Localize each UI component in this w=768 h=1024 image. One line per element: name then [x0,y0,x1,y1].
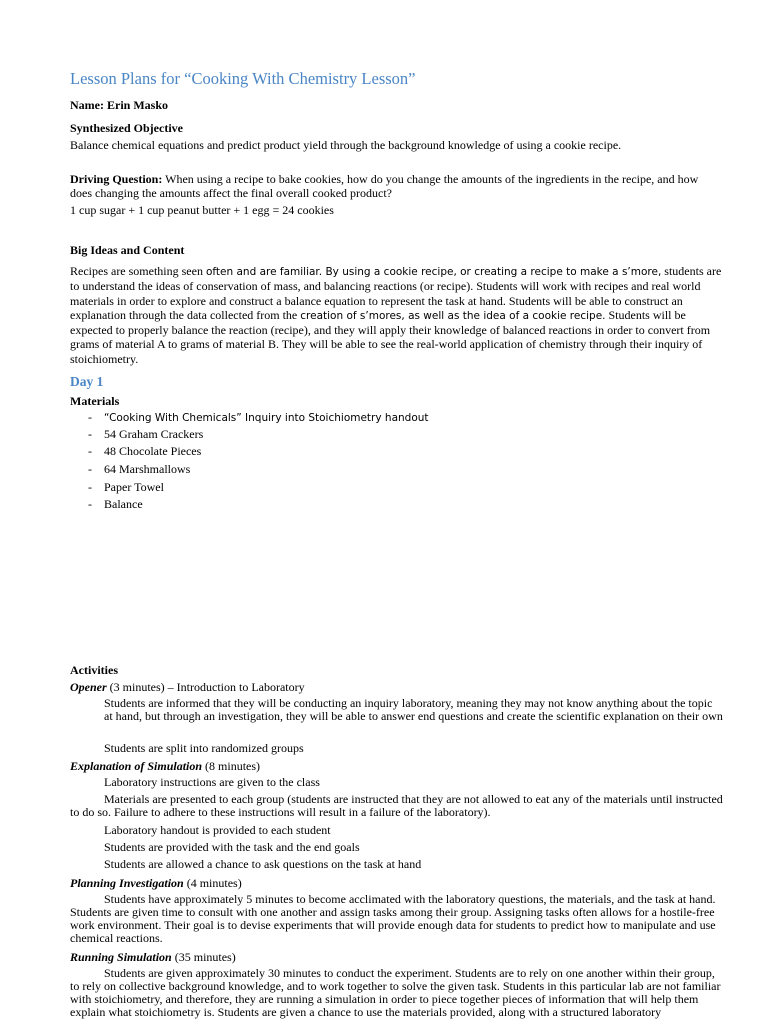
list-dash: - [88,444,92,458]
list-dash: - [88,480,92,494]
explanation-line: Explanation of Simulation (8 minutes) [70,759,261,773]
driving-question-label: Driving Question: [70,172,163,186]
big-ideas-text-1: Recipes are something seen [70,264,206,278]
explanation-item: Students are provided with the task and the end goals [104,840,360,854]
big-ideas-text-2: students are to understand the ideas of conservation of mass, and balancing reactions (or recipe). Students will work with recipes and real world materials in order to explore and construct a balance equation to represent the task at hand. Students will be able to construct an explanation through the data collected from the [70,264,722,322]
list-dash: - [88,462,92,476]
planning-label: Planning Investigation [70,876,184,890]
opener-label: Opener [70,680,107,694]
driving-question [70,172,720,201]
big-ideas-sans-1: often and are familiar. By using a cookie recipe, or creating a recipe to make a s’more, [205,266,662,278]
running-label: Running Simulation [70,950,172,964]
material-item: - Paper Towel [88,480,164,494]
objective-text: Balance chemical equations and predict product yield through the background knowledge of using a cookie recipe. [70,138,622,152]
materials-heading: Materials [70,394,120,408]
explanation-item: Laboratory handout is provided to each student [104,823,331,837]
list-dash: - [88,497,92,511]
big-ideas-sans-2: creation of s’mores, as well as the idea of a cookie recipe. [300,309,606,322]
opener-line: Opener (3 minutes) – Introduction to Laboratory [70,680,305,694]
material-item: - Balance [88,497,143,511]
material-item: - 48 Chocolate Pieces [88,444,202,458]
material-item: - 54 Graham Crackers [88,427,204,441]
planning-paragraph: Students have approximately 5 minutes to become acclimated with the laboratory questions, the materials, and the task at hand. Students are given time to consult with one another and assign tasks among their group. Assigning tasks often allows for a hostile-free work environment. Their goal is to devise experiments that will provide enough data for students to predict how to manipulate and use chemical reactions. [70,892,716,945]
opener-item: Students are informed that they will be conducting an inquiry laboratory, meaning they may not know anything about the topic at hand, but through an investigation, they will be able to answer end questions and create the scientific explanation on their own [104,696,723,724]
planning-line: Planning Investigation (4 minutes) [70,876,242,890]
running-line: Running Simulation (35 minutes) [70,950,236,964]
opener-item: Students are split into randomized groups [104,741,304,755]
big-ideas-text-3: Students will be expected to properly balance the reaction (recipe), and they will apply their knowledge of balanced reactions in order to convert from grams of material A to grams of material B. They will be able to see the real-world application of chemistry through their inquiry of stoichiometry. [70,307,711,366]
list-dash: - [88,410,92,424]
big-ideas-paragraph [70,264,722,366]
material-item: - 64 Marshmallows [88,462,191,476]
big-ideas-heading: Big Ideas and Content [70,243,185,257]
recipe-equation: 1 cup sugar + 1 cup peanut butter + 1 egg = 24 cookies [70,203,334,217]
activities-heading: Activities [70,663,118,677]
explanation-item: Students are allowed a chance to ask questions on the task at hand [104,857,422,871]
list-dash: - [88,427,92,441]
explanation-item: Materials are presented to each group (students are instructed that they are not allowed to eat any of the materials until instructed to do so. Failure to adhere to these instructions will result in a failure of the laboratory). [70,792,723,819]
driving-question-text: When using a recipe to bake cookies, how do you change the amounts of the ingredients in the recipe, and how does changing the amounts affect the final overall cooked product? [70,172,699,201]
document-title: Lesson Plans for “Cooking With Chemistry Lesson” [70,69,416,88]
author-name: Name: Erin Masko [70,98,168,112]
objective-heading: Synthesized Objective [70,121,183,135]
running-paragraph: Students are given approximately 30 minutes to conduct the experiment. Students are to rely on one another within their group, to rely on collective background knowledge, and to work together to solve the given task. Students in this particular lab are not familiar with stoichiometry, and therefore, they are running a simulation in order to piece together pieces of information that will help them explain what stoichiometry is. Students are given a chance to use the materials provided, along with a structured laboratory [70,967,721,1019]
day-1-heading: Day 1 [70,374,104,389]
explanation-label: Explanation of Simulation [70,759,203,773]
material-item: - “Cooking With Chemicals” Inquiry into Stoichiometry handout [88,410,429,424]
explanation-item: Laboratory instructions are given to the class [104,775,320,789]
